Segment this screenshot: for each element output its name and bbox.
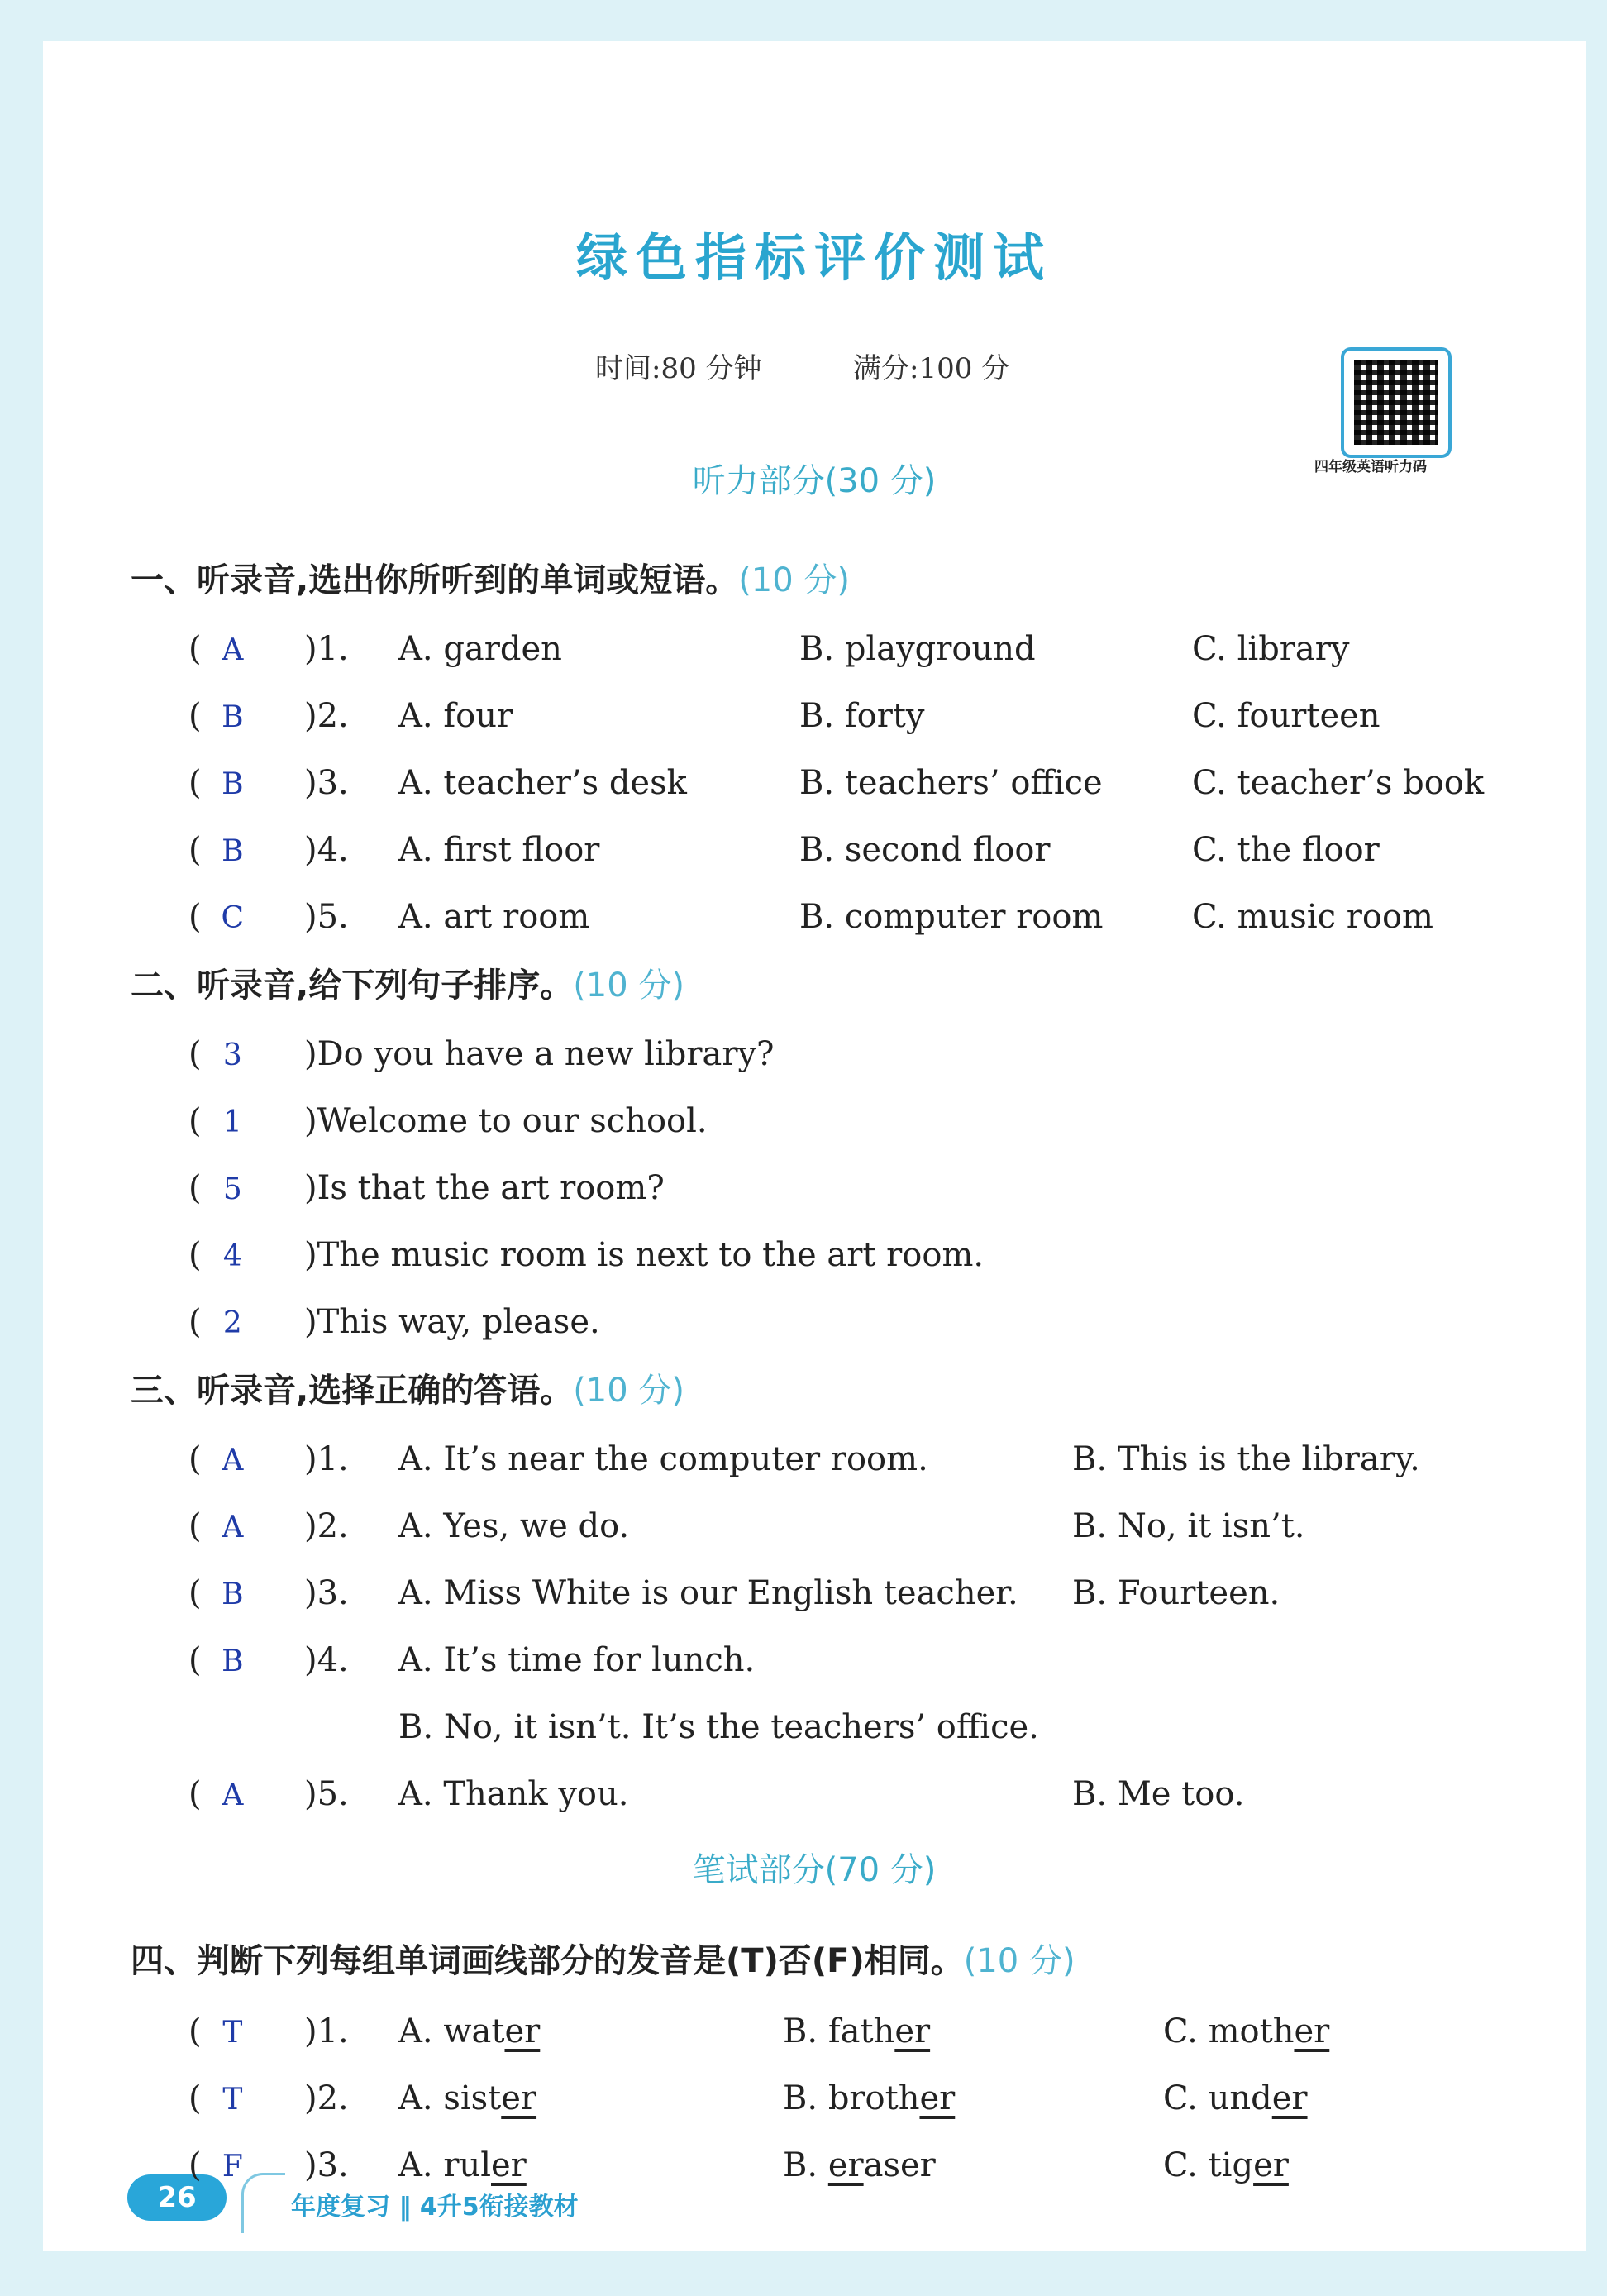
page-title: 绿色指标评价测试 (575, 227, 1052, 288)
word-part: B. (783, 2146, 828, 2184)
option-b: B. No, it isn’t. (1072, 1507, 1305, 1545)
option-b (783, 2136, 936, 2194)
qr-code-pattern (1354, 360, 1438, 445)
question-number: )3. (304, 1574, 349, 1612)
question-row (188, 1631, 354, 1689)
listening-header: 听力部分(30 分) (692, 462, 937, 500)
answer-value: B (222, 1578, 244, 1611)
sentence-row (188, 1226, 304, 1284)
page (43, 41, 1586, 2251)
answer-value: 1 (222, 1105, 242, 1139)
score-label: 满分:100 分 (853, 352, 1010, 385)
question-number: )5. (304, 898, 349, 936)
word-part: C. tig (1163, 2146, 1254, 2184)
option-b: B. forty (799, 697, 925, 735)
option-b: B. computer room (799, 898, 1104, 936)
sentence-text: )The music room is next to the art room. (304, 1236, 985, 1274)
q1-heading (131, 554, 850, 601)
q4-label: 四、判断下列每组单词画线部分的发音是(T)否(F)相同。 (131, 1942, 964, 1980)
question-number: )2. (304, 2079, 349, 2117)
question-row (188, 821, 354, 879)
answer-paren: ( 2 (188, 1293, 304, 1353)
word-underlined: er (894, 2012, 931, 2050)
word-part: A. wat (398, 2012, 505, 2050)
answer-paren: ( 3 (188, 1025, 304, 1085)
question-row (188, 687, 354, 745)
option-a: A. first floor (398, 831, 600, 869)
option-a (398, 2136, 527, 2194)
word-part: A. rul (398, 2146, 491, 2184)
answer-paren: ( F (188, 2136, 304, 2196)
footer-text: 年度复习 ‖ 4升5衔接教材 (291, 2193, 579, 2222)
option-b (783, 2069, 955, 2127)
q3-score: (10 分) (573, 1372, 685, 1410)
answer-paren: ( T (188, 2069, 304, 2129)
q2-score: (10 分) (573, 967, 685, 1005)
answer-value: A (222, 1511, 244, 1544)
question-row (188, 2069, 354, 2127)
option-a: A. Miss White is our English teacher. (398, 1574, 1018, 1612)
answer-value: 3 (222, 1038, 242, 1072)
option-a: A. It’s time for lunch. (398, 1641, 756, 1679)
answer-value: A (222, 633, 244, 667)
q2-label: 二、听录音,给下列句子排序。 (131, 967, 574, 1005)
option-b: B. second floor (799, 831, 1051, 869)
word-underlined: er (501, 2079, 537, 2117)
answer-value: C (221, 901, 245, 935)
answer-value: T (222, 2016, 243, 2050)
answer-paren: ( B (188, 1564, 304, 1624)
question-number: )1. (304, 2012, 349, 2050)
q3-heading (131, 1364, 684, 1411)
answer-value: B (222, 767, 244, 801)
option-a: A. art room (398, 898, 590, 936)
option-b: B. This is the library. (1072, 1440, 1420, 1478)
sentence-row (188, 1293, 304, 1351)
answer-paren: ( A (188, 1497, 304, 1557)
question-number: )3. (304, 2146, 349, 2184)
answer-value: 4 (222, 1239, 242, 1273)
sentence-text: )Do you have a new library? (304, 1035, 775, 1073)
q1-label: 一、听录音,选出你所听到的单词或短语。 (131, 561, 739, 599)
word-part: B. fath (783, 2012, 895, 2050)
question-row (188, 2136, 354, 2194)
q4-score: (10 分) (963, 1942, 1075, 1980)
word-underlined: er (1271, 2079, 1308, 2117)
sentence-row (188, 1092, 304, 1150)
answer-value: A (222, 1444, 244, 1477)
question-row (188, 2002, 354, 2060)
answer-paren: ( T (188, 2002, 304, 2062)
option-c: C. library (1192, 630, 1350, 668)
q2-heading (131, 959, 684, 1006)
sentence-text: )Welcome to our school. (304, 1102, 708, 1140)
word-part: C. und (1163, 2079, 1272, 2117)
question-number: )3. (304, 764, 349, 802)
question-row (188, 1430, 354, 1488)
answer-value: 2 (222, 1306, 242, 1340)
answer-value: B (222, 1644, 244, 1678)
option-a: A. Yes, we do. (398, 1507, 630, 1545)
word-part: A. sist (398, 2079, 502, 2117)
answer-paren: ( A (188, 620, 304, 680)
option-a: A. garden (398, 630, 562, 668)
answer-value: 5 (222, 1172, 242, 1206)
writing-header: 笔试部分(70 分) (692, 1851, 937, 1889)
answer-paren: ( C (188, 888, 304, 948)
word-underlined: er (827, 2146, 864, 2184)
answer-value: A (222, 1778, 244, 1812)
option-c: C. the floor (1192, 831, 1380, 869)
word-underlined: er (491, 2146, 527, 2184)
word-underlined: er (1294, 2012, 1330, 2050)
option-a: A. It’s near the computer room. (398, 1440, 928, 1478)
word-part: aser (863, 2146, 936, 2184)
option-c (1163, 2002, 1329, 2060)
qr-caption: 四年级英语听力码 (1314, 459, 1427, 475)
question-number: )1. (304, 1440, 349, 1478)
option-b: B. No, it isn’t. It’s the teachers’ office. (398, 1708, 1039, 1746)
answer-paren: ( 4 (188, 1226, 304, 1286)
answer-paren: ( A (188, 1765, 304, 1825)
option-b: B. Me too. (1072, 1775, 1245, 1813)
option-a: A. four (398, 697, 513, 735)
option-c: C. teacher’s book (1192, 764, 1485, 802)
q1-score: (10 分) (738, 561, 851, 599)
option-c: C. music room (1192, 898, 1433, 936)
question-number: )4. (304, 831, 349, 869)
question-row (188, 620, 354, 678)
question-number: )2. (304, 697, 349, 735)
word-underlined: er (1253, 2146, 1289, 2184)
option-a: A. teacher’s desk (398, 764, 687, 802)
q4-heading (131, 1935, 1075, 1982)
question-row (188, 888, 354, 946)
q3-label: 三、听录音,选择正确的答语。 (131, 1372, 574, 1410)
question-row (188, 754, 354, 812)
time-label: 时间:80 分钟 (595, 352, 762, 385)
answer-value: T (222, 2083, 243, 2117)
answer-paren: ( B (188, 687, 304, 747)
sentence-text: )Is that the art room? (304, 1169, 665, 1207)
option-b: B. Fourteen. (1072, 1574, 1280, 1612)
word-underlined: er (504, 2012, 541, 2050)
question-row (188, 1564, 354, 1622)
question-number: )5. (304, 1775, 349, 1813)
sentence-row (188, 1159, 304, 1217)
answer-paren: ( A (188, 1430, 304, 1490)
option-a: A. Thank you. (398, 1775, 629, 1813)
answer-value: B (222, 700, 244, 734)
answer-value: B (222, 834, 244, 868)
option-c: C. fourteen (1192, 697, 1380, 735)
question-number: )1. (304, 630, 349, 668)
answer-paren: ( B (188, 754, 304, 814)
sentence-row (188, 1025, 304, 1083)
question-number: )2. (304, 1507, 349, 1545)
option-a (398, 2002, 540, 2060)
option-c (1163, 2069, 1308, 2127)
question-row (188, 1497, 354, 1555)
answer-paren: ( 1 (188, 1092, 304, 1152)
answer-paren: ( 5 (188, 1159, 304, 1219)
word-part: B. broth (783, 2079, 920, 2117)
word-underlined: er (919, 2079, 956, 2117)
answer-paren: ( B (188, 1631, 304, 1691)
answer-value: F (222, 2150, 243, 2184)
qr-code[interactable] (1341, 347, 1452, 458)
question-number: )4. (304, 1641, 349, 1679)
question-row (188, 1765, 354, 1823)
option-c (1163, 2136, 1289, 2194)
option-b: B. teachers’ office (799, 764, 1103, 802)
answer-paren: ( B (188, 821, 304, 881)
page-number-badge: 26 (127, 2174, 227, 2221)
word-part: C. moth (1163, 2012, 1295, 2050)
option-a (398, 2069, 536, 2127)
sentence-text: )This way, please. (304, 1303, 600, 1341)
option-b: B. playground (799, 630, 1036, 668)
option-b (783, 2002, 930, 2060)
